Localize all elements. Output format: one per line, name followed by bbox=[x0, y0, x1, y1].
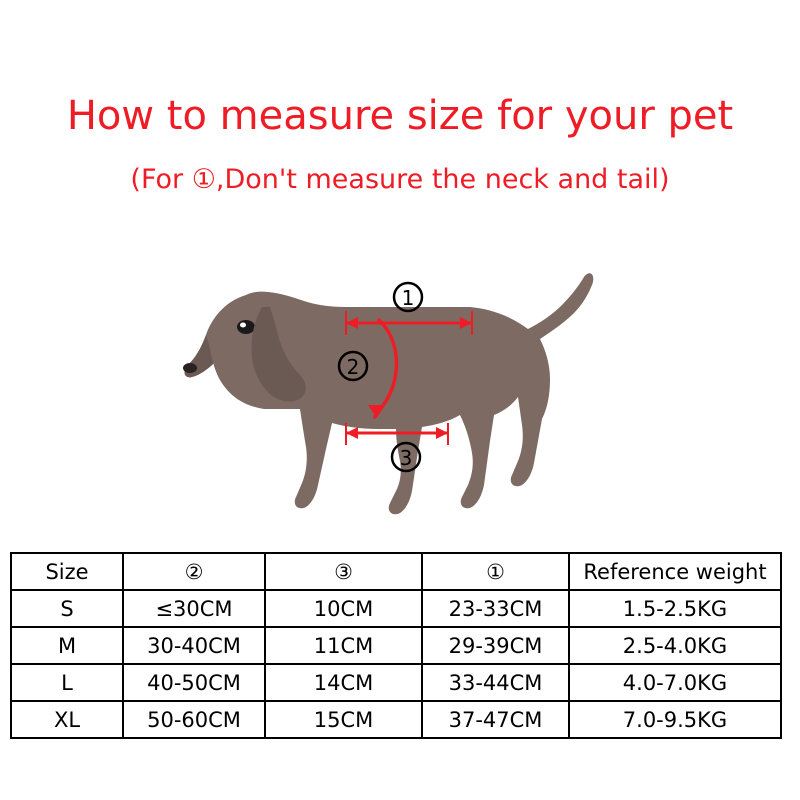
table-row bbox=[11, 664, 781, 701]
cell-weight: 7.0-9.5KG bbox=[569, 701, 781, 738]
page-subtitle: (For ①,Don't measure the neck and tail) bbox=[130, 164, 670, 195]
cell-belly: 10CM bbox=[265, 590, 422, 627]
cell-back: 37-47CM bbox=[422, 701, 569, 738]
cell-belly: 11CM bbox=[265, 627, 422, 664]
header-back: ① bbox=[422, 553, 569, 590]
cell-size: M bbox=[11, 627, 123, 664]
dog-measurement-diagram bbox=[150, 235, 670, 525]
header-belly: ③ bbox=[265, 553, 422, 590]
header-neck: ② bbox=[123, 553, 265, 590]
cell-neck: 30-40CM bbox=[123, 627, 265, 664]
cell-neck: 50-60CM bbox=[123, 701, 265, 738]
cell-belly: 15CM bbox=[265, 701, 422, 738]
header-reference-weight: Reference weight bbox=[569, 553, 781, 590]
dog-illustration-svg bbox=[150, 235, 670, 525]
table-row bbox=[11, 627, 781, 664]
cell-back: 33-44CM bbox=[422, 664, 569, 701]
dog-eye bbox=[237, 320, 255, 334]
cell-size: XL bbox=[11, 701, 123, 738]
header-size: Size bbox=[11, 553, 123, 590]
table-row bbox=[11, 701, 781, 738]
cell-back: 29-39CM bbox=[422, 627, 569, 664]
cell-weight: 2.5-4.0KG bbox=[569, 627, 781, 664]
cell-belly: 14CM bbox=[265, 664, 422, 701]
cell-neck: 40-50CM bbox=[123, 664, 265, 701]
table-header-row bbox=[11, 553, 781, 590]
cell-size: L bbox=[11, 664, 123, 701]
cell-back: 23-33CM bbox=[422, 590, 569, 627]
svg-text:1: 1 bbox=[401, 286, 415, 310]
cell-neck: ≤30CM bbox=[123, 590, 265, 627]
table-row bbox=[11, 590, 781, 627]
size-chart-table bbox=[10, 552, 782, 739]
cell-weight: 4.0-7.0KG bbox=[569, 664, 781, 701]
svg-text:3: 3 bbox=[399, 446, 413, 470]
size-chart-table-wrapper bbox=[10, 552, 770, 739]
page-title: How to measure size for your pet bbox=[66, 93, 734, 139]
cell-weight: 1.5-2.5KG bbox=[569, 590, 781, 627]
label-back-length-circle bbox=[394, 283, 422, 311]
svg-text:2: 2 bbox=[346, 355, 360, 379]
cell-size: S bbox=[11, 590, 123, 627]
